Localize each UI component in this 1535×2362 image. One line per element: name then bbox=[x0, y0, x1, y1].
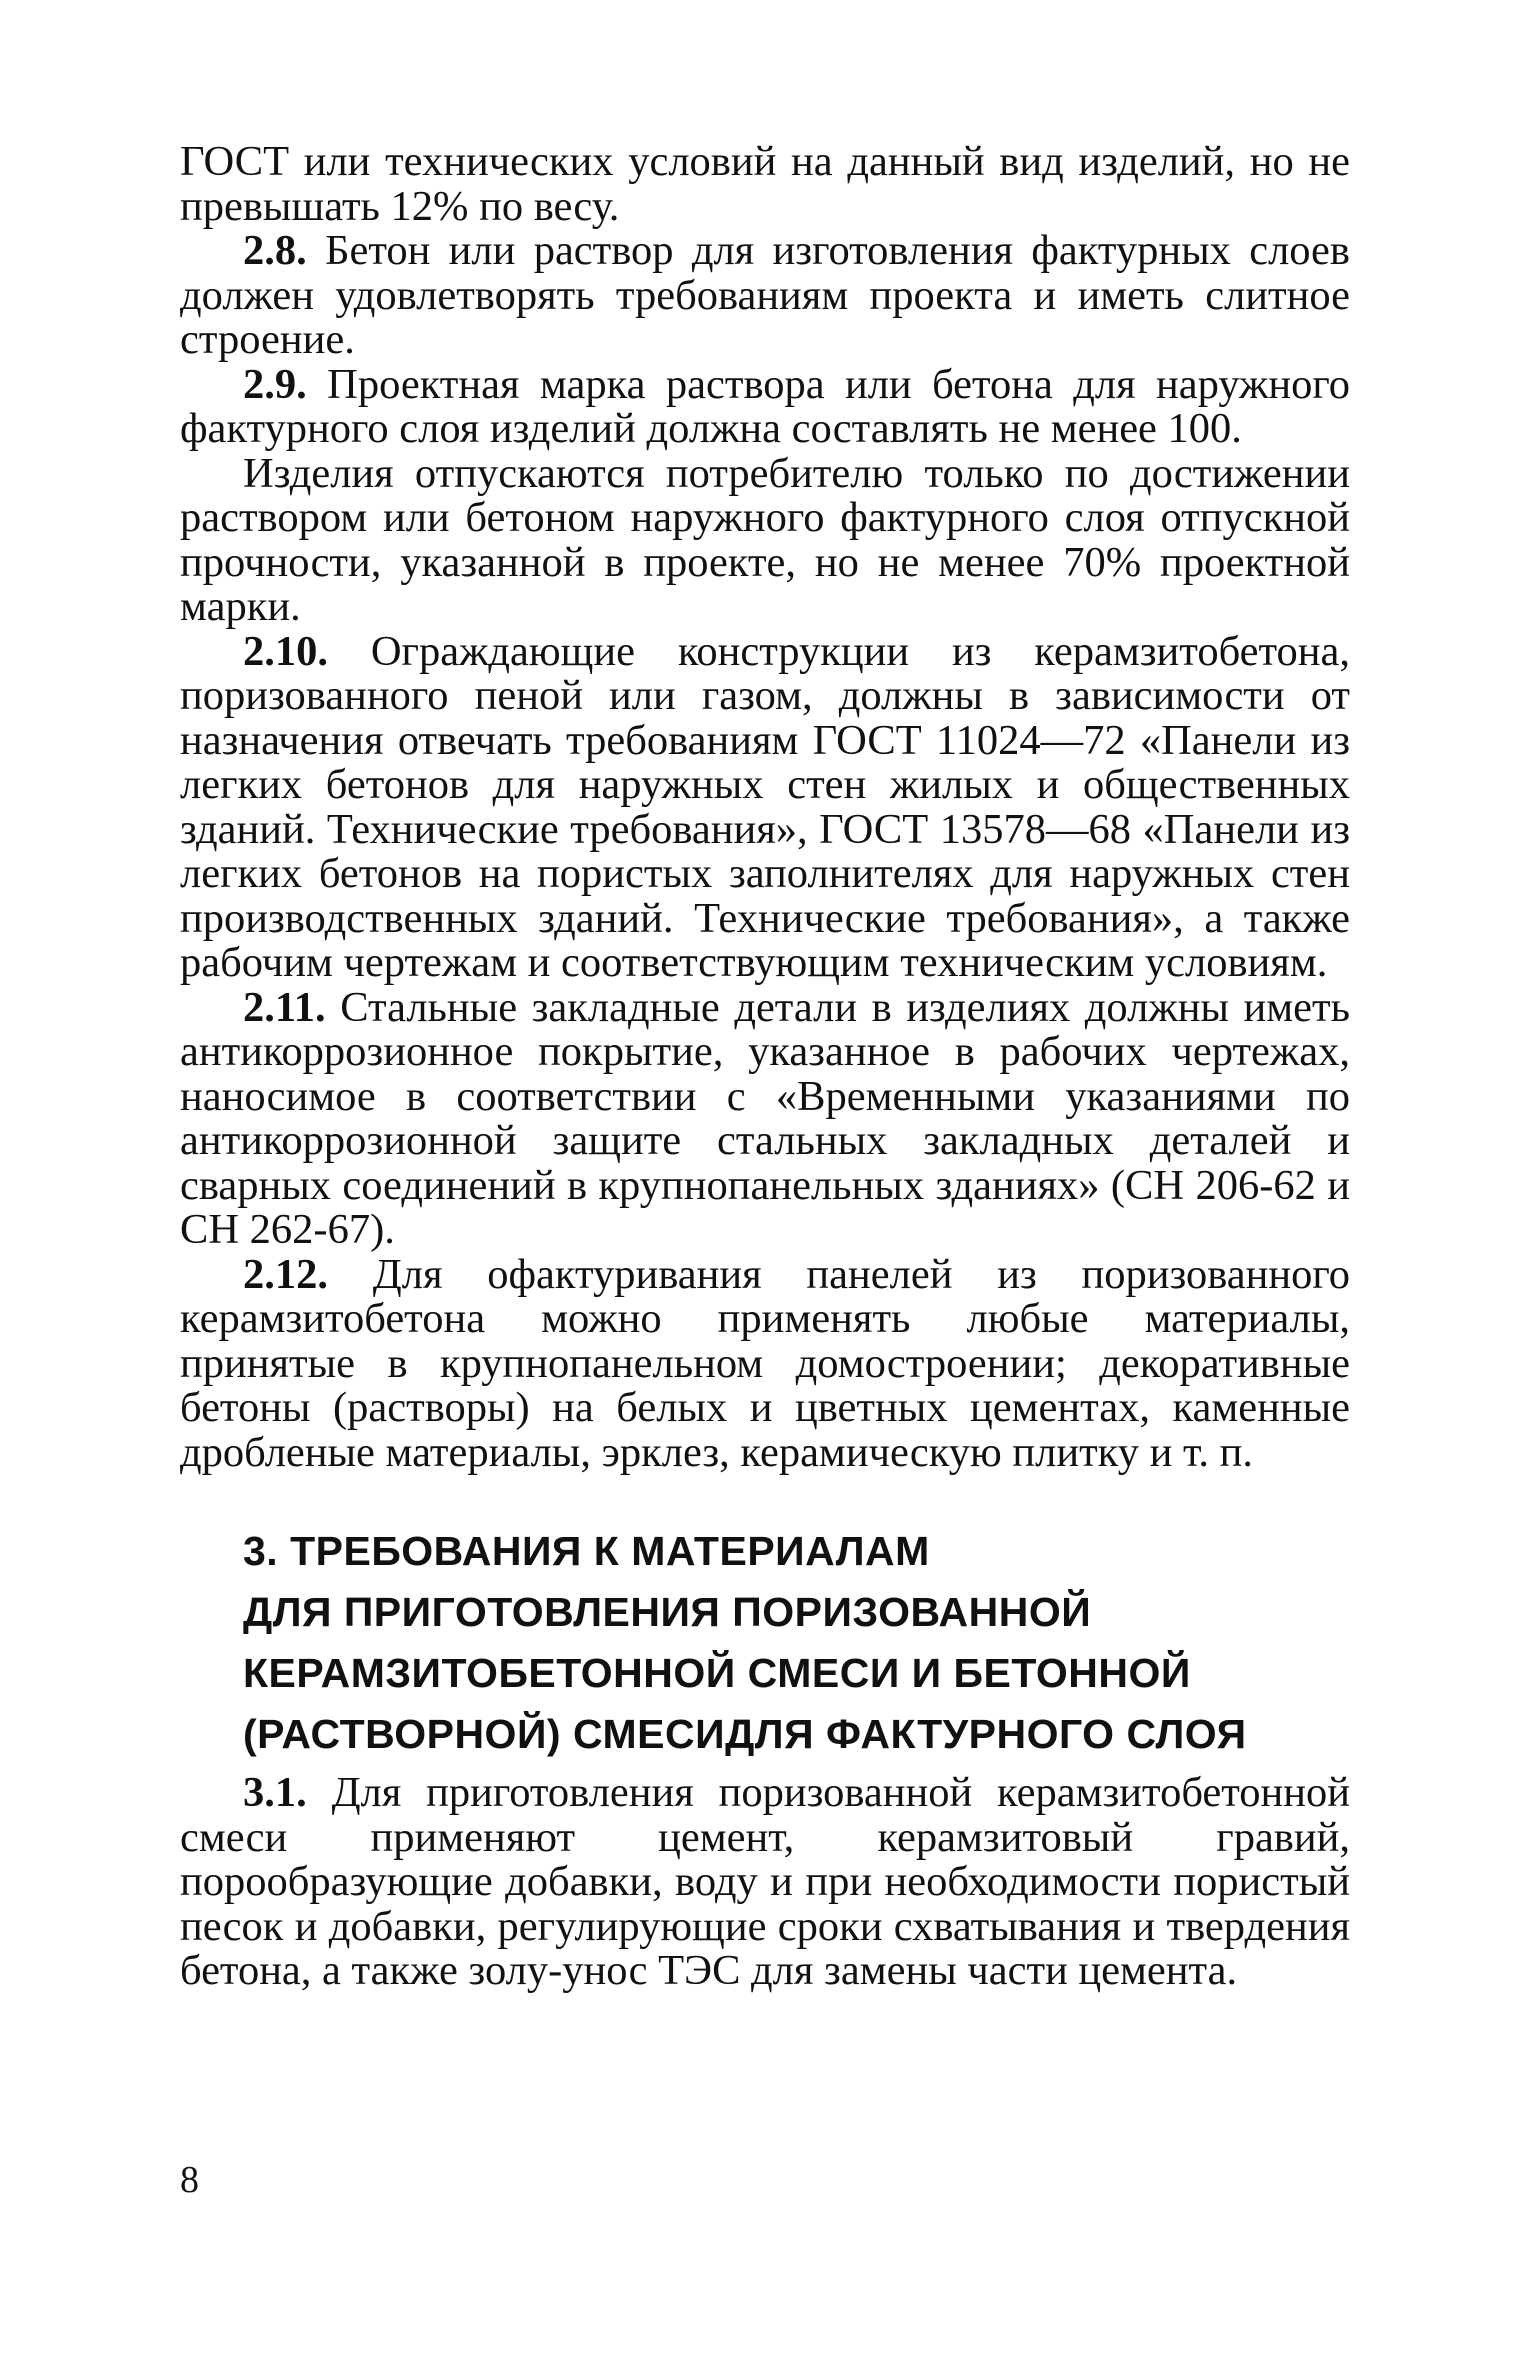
clause-number: 2.12. bbox=[243, 1250, 328, 1298]
clause-3-1 bbox=[180, 1771, 1350, 1994]
clause-text: Для приготовления поризованной керамзитобетонной смеси применяют цемент, керамзитовый гравий, порообразующие добавки, воду и при необходимости пористый песок и добавки, регулирующие сроки схватывания и твердения бетона, а также золу-унос ТЭС для замены части цемента. bbox=[180, 1769, 1350, 1994]
clause-2-9-continuation: Изделия отпускаются потребителю только по достижении раствором или бетоном наружного фактурного слоя отпускной прочности, указанной в проекте, но не менее 70% проектной марки. bbox=[180, 449, 1350, 630]
clause-2-11 bbox=[180, 983, 1350, 1253]
clause-text: Бетон или раствор для изготовления фактурных слоев должен удовлетворять требованиям проекта и иметь слитное строение. bbox=[180, 227, 1350, 363]
clause-number: 2.11. bbox=[243, 983, 326, 1031]
clause-text: Для офактуривания панелей из поризованного керамзитобетона можно применять любые материалы, принятые в крупнопанельном домостроении; декоративные бетоны (растворы) на белых и цветных цементах, каменные дробленые материалы, эрклез, керамическую плитку и т. п. bbox=[180, 1250, 1350, 1476]
clause-number: 2.8. bbox=[243, 227, 307, 274]
clause-2-10 bbox=[180, 627, 1350, 986]
page-number: 8 bbox=[180, 2159, 199, 2201]
section-3-heading bbox=[180, 1521, 1350, 1765]
clause-2-12 bbox=[180, 1250, 1350, 1476]
clause-number: 3.1. bbox=[243, 1769, 307, 1816]
heading-line-3: КЕРАМЗИТОБЕТОННОЙ СМЕСИ И БЕТОННОЙ bbox=[243, 1650, 1191, 1696]
document-page bbox=[180, 140, 1350, 1994]
clause-2-9 bbox=[180, 360, 1350, 452]
clause-text: Проектная марка раствора или бетона для наружного фактурного слоя изделий должна составлять не менее 100. bbox=[180, 360, 1350, 452]
paragraph-continuation: ГОСТ или технических условий на данный вид изделий, но не превышать 12% по весу. bbox=[180, 138, 1350, 230]
heading-line-2: ДЛЯ ПРИГОТОВЛЕНИЯ ПОРИЗОВАННОЙ bbox=[243, 1589, 1092, 1635]
heading-line-1: 3. ТРЕБОВАНИЯ К МАТЕРИАЛАМ bbox=[243, 1528, 930, 1574]
clause-text: Ограждающие конструкции из керамзитобетона, поризованного пеной или газом, должны в зависимости от назначения отвечать требованиям ГОСТ 11024—72 «Панели из легких бетонов для наружных стен жилых и общественных зданий. Технические требования», ГОСТ 13578—68 «Панели из легких бетонов на пористых заполнителях для наружных стен производственных зданий. Технические требования», а также рабочим чертежам и соответствующим техническим условиям. bbox=[180, 627, 1350, 986]
clause-number: 2.9. bbox=[243, 360, 307, 408]
clause-number: 2.10. bbox=[243, 627, 328, 675]
heading-line-4: (РАСТВОРНОЙ) СМЕСИДЛЯ ФАКТУРНОГО СЛОЯ bbox=[243, 1711, 1247, 1757]
clause-text: Стальные закладные детали в изделиях должны иметь антикоррозионное покрытие, указанное в рабочих чертежах, наносимое в соответствии с «Временными указаниями по антикоррозионной защите стальных закладных деталей и сварных соединений в крупнопанельных зданиях» (СН 206-62 и СН 262-67). bbox=[180, 983, 1350, 1253]
clause-2-8 bbox=[180, 229, 1350, 363]
